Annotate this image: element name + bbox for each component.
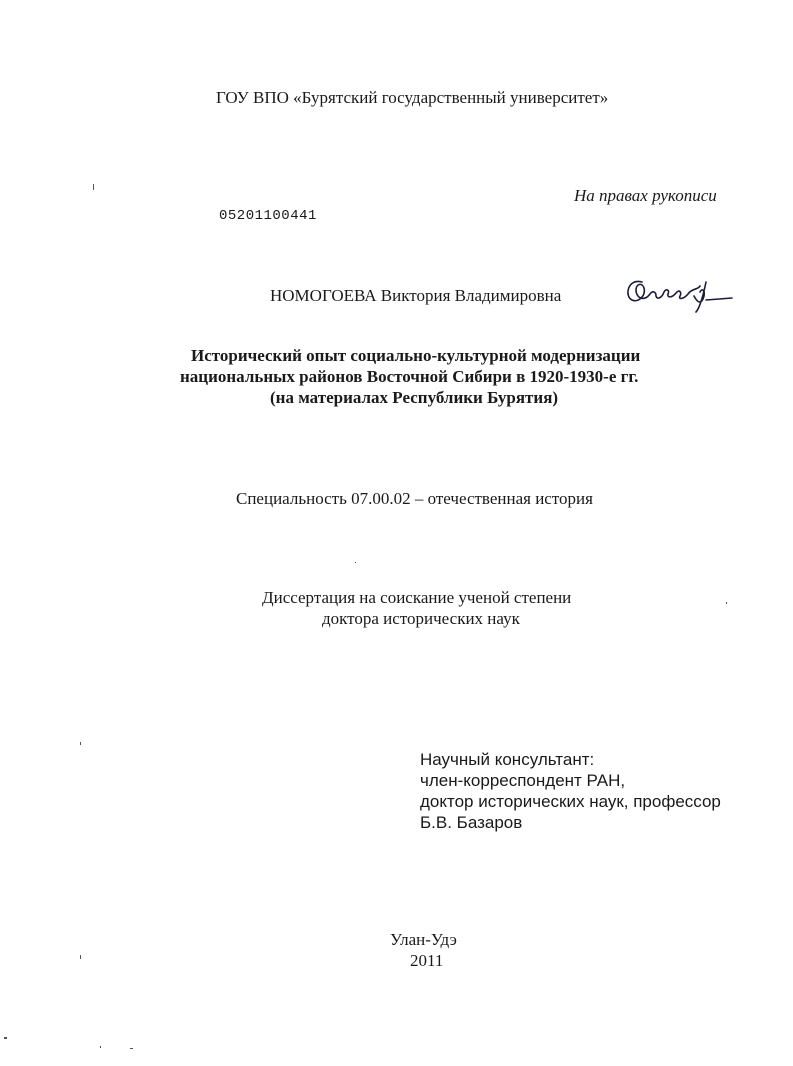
specialty: Специальность 07.00.02 – отечественная история [236, 489, 593, 508]
consultant-title-1: член-корреспондент РАН, [420, 771, 626, 790]
title-line-1: Исторический опыт социально-культурной модернизации [191, 346, 641, 365]
author-name: НОМОГОЕВА Виктория Владимировна [270, 286, 562, 305]
scan-speck [4, 1037, 7, 1039]
scan-speck [80, 955, 81, 959]
consultant-label: Научный консультант: [420, 750, 595, 769]
title-line-3: (на материалах Республики Бурятия) [270, 388, 559, 407]
year: 2011 [410, 951, 444, 970]
organization-name: ГОУ ВПО «Бурятский государственный университет» [216, 88, 609, 107]
signature-icon [620, 268, 735, 318]
scan-speck [355, 562, 356, 563]
dissertation-line-2: доктора исторических наук [322, 609, 520, 628]
rights-note: На правах рукописи [574, 186, 717, 205]
city: Улан-Удэ [390, 930, 457, 949]
scan-speck [80, 742, 81, 745]
dissertation-line-1: Диссертация на соискание ученой степени [262, 588, 572, 607]
title-line-2: национальных районов Восточной Сибири в 1920-1930-е гг. [180, 367, 639, 386]
scan-speck [93, 184, 94, 190]
scan-speck [130, 1048, 133, 1049]
scan-speck [100, 1046, 101, 1048]
consultant-name: Б.В. Базаров [420, 813, 523, 832]
document-code: 05201100441 [219, 208, 317, 224]
scan-speck [726, 602, 727, 604]
consultant-title-2: доктор исторических наук, профессор [420, 792, 721, 811]
